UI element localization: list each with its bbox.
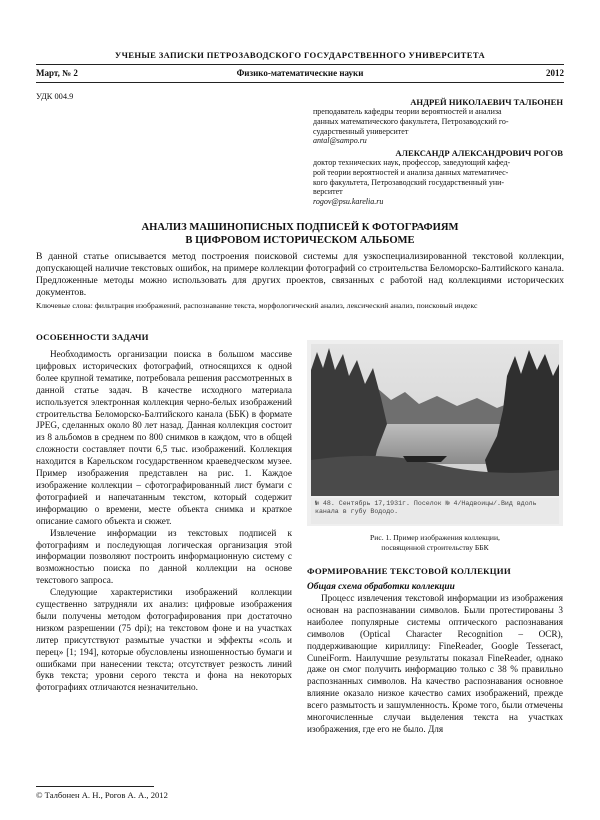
author-affiliation-line: кого факультета, Петрозаводский государственный уни-: [313, 177, 505, 187]
title-line: В ЦИФРОВОМ ИСТОРИЧЕСКОМ АЛЬБОМЕ: [185, 235, 415, 246]
caption-line: Рис. 1. Пример изображения коллекции,: [370, 533, 500, 542]
author-affiliation-line: сударственный университет: [313, 126, 409, 136]
section-heading: ФОРМИРОВАНИЕ ТЕКСТОВОЙ КОЛЛЕКЦИИ: [307, 566, 511, 576]
section-heading: ОСОБЕННОСТИ ЗАДАЧИ: [36, 332, 149, 342]
paragraph: Необходимость организации поиска в большом массиве цифровых исторических фотографий, относящихся к одной более крупной тематике, потребовала решения рассмотренных в данной статье задач. В качестве исходного материала используется электронная коллекция черно-белых изображений строительства Беломорско-Балтийского канала (ББК) в формате JPEG, сделанных около 80 лет назад. Данная коллекция состоит из 8 альбомов в среднем по 800 снимков в каждом, что в общей сложности составляет почти 6,5 тыс. изображений. Коллекция находится в Карельском государственном краеведческом музее. Пример изображения представлен на рис. 1. Каждое изображение коллекции – сфотографированный лист бумаги с фотографией и напечатанным текстом, который содержит информацию о времени, месте объекта снимка и краткое описание самого объекта и сюжет.: [36, 350, 292, 527]
author-name: АЛЕКСАНДР АЛЕКСАНДРОВИЧ РОГОВ: [395, 148, 563, 158]
author-name: АНДРЕЙ НИКОЛАЕВИЧ ТАЛБОНЕН: [410, 97, 563, 107]
header-rule-bottom: [36, 82, 564, 83]
photo-typed-caption: № 48. Сентябрь 17,1931г. Поселок № 4/Надвоицы/.Вид вдоль канала в губу Вододо.: [315, 500, 537, 515]
header-rule-top: [36, 64, 564, 65]
figure-photo: [307, 340, 563, 526]
keywords: Ключевые слова: фильтрация изображений, распознавание текста, морфологический анализ, лексический анализ, поисковый индекс: [36, 301, 478, 310]
author-block-2: [313, 148, 563, 206]
paragraph: Процесс извлечения текстовой информации из изображения основан на распознавании символов. Были протестированы 3 наиболее популярные системы оптического распознавания символов (Optical Character Recognition – OCR), поддерживающие кириллицу: FineReader, Google Tesseract, CuneiForm. Наилучшие результаты показал FineReader, однако даже он смог получить информацию только с 38 % правильно распознанных символов. На качество распознавания основное влияние оказало низкое качество самих изображений, прежде всего размытость и зашумленность. Кроме того, были отмечены многочисленные случаи выделения текста на участках изображения, где его не было. Для: [307, 594, 563, 735]
paragraph: Следующие характеристики изображений коллекции существенно затрудняли их анализ: цифровые изображения были получены методом фотографирования при достаточно низком разрешении (75 dpi); на текстовом фоне и на участках литер присутствуют размытые участки и эффекты «соль и перец» [1; 194], которые обусловлены изношенностью бумаги и ошибками при нанесении текста; отсутствует резкость линий букв текста; уровни серого текста и фона на некоторых фотографиях отличаются незначительно.: [36, 588, 292, 694]
year-label: 2012: [546, 68, 564, 78]
author-affiliation-line: верситет: [313, 187, 343, 197]
title-line: АНАЛИЗ МАШИНОПИСНЫХ ПОДПИСЕЙ К ФОТОГРАФИЯМ: [141, 222, 459, 233]
issue-label: Март, № 2: [36, 68, 78, 78]
author-affiliation-line: преподаватель кафедры теории вероятностей и анализа: [313, 107, 502, 116]
abstract: В данной статье описывается метод построения поисковой системы для узкоспециализированной текстовой коллекции, допускающей наличие текстовых ошибок, на примере коллекции фотографий со строительства Беломорско-Балтийского канала. Предложенные методы можно использовать для других проектов, связанных с работой над коллекциями исторических документов.: [36, 251, 564, 298]
author-affiliation-line: данных математического факультета, Петрозаводский го-: [313, 116, 509, 126]
figure-caption: [307, 533, 563, 552]
section-label: Физико-математические науки: [236, 68, 364, 78]
right-column: [307, 566, 563, 737]
subsection-heading: Общая схема обработки коллекции: [307, 582, 455, 592]
author-affiliation-line: доктор технических наук, профессор, заведующий кафед-: [313, 158, 511, 167]
udk-code: УДК 004.9: [36, 92, 74, 101]
journal-title: УЧЕНЫЕ ЗАПИСКИ ПЕТРОЗАВОДСКОГО ГОСУДАРСТВЕННОГО УНИВЕРСИТЕТА: [114, 50, 486, 60]
section-body: [36, 350, 292, 695]
author-email[interactable]: rogov@psu.karelia.ru: [313, 197, 384, 207]
article-title: [0, 221, 600, 247]
copyright: © Талбонен А. Н., Рогов А. А., 2012: [36, 790, 168, 800]
paragraph: Извлечение информации из текстовых подписей к фотографиям и последующая логическая организация этой информации позволяют построить информационную систему с возможностью поиска по данной коллекции на основе текстового запроса.: [36, 528, 292, 587]
author-affiliation-line: рой теории вероятностей и анализа данных математичес-: [313, 167, 509, 177]
footer-rule: [36, 786, 154, 787]
section-body: [307, 594, 563, 737]
author-email[interactable]: antal@sampo.ru: [313, 136, 367, 146]
left-column: [36, 332, 292, 695]
author-block-1: [313, 97, 563, 145]
caption-line: посвященной строительству ББК: [381, 542, 489, 552]
photo-boat: [403, 456, 447, 462]
